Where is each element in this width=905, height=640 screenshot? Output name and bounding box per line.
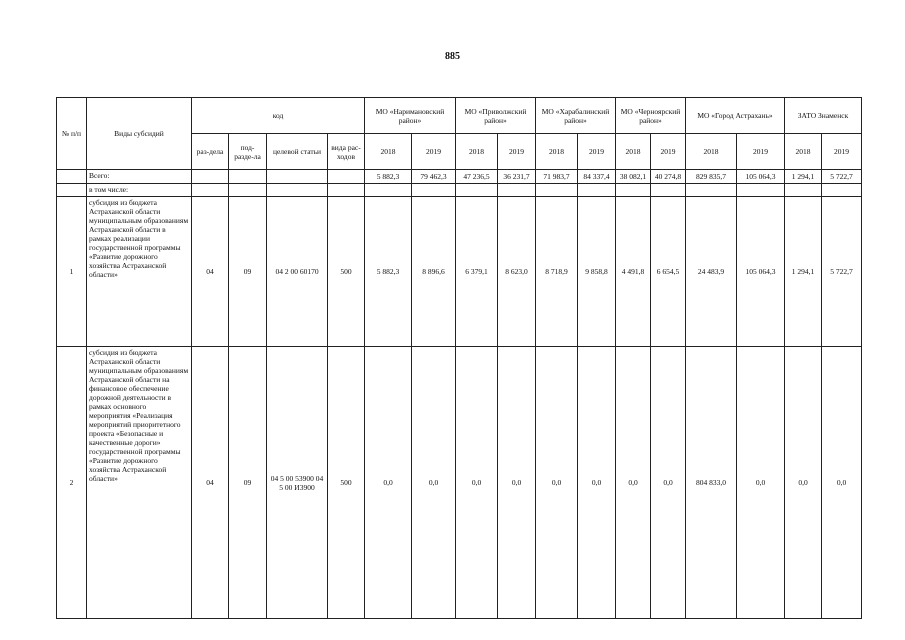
row-value: 6 379,1 — [456, 197, 498, 347]
header-group-0: МО «Наримановский район» — [365, 98, 456, 134]
including-empty — [365, 184, 412, 197]
total-value: 47 236,5 — [456, 170, 498, 184]
header-num: № п/п — [57, 98, 87, 170]
row-section: 04 — [192, 347, 229, 619]
year-2018: 2018 — [536, 134, 578, 170]
table-row — [57, 347, 862, 619]
row-value: 0,0 — [498, 347, 536, 619]
header-row-1 — [57, 98, 862, 134]
total-value: 38 082,1 — [616, 170, 651, 184]
header-target: целевой статьи — [267, 134, 328, 170]
including-empty — [737, 184, 785, 197]
year-2019: 2019 — [498, 134, 536, 170]
row-num: 2 — [57, 347, 87, 619]
page-number: 885 — [445, 51, 460, 62]
year-2018: 2018 — [785, 134, 822, 170]
row-value: 5 882,3 — [365, 197, 412, 347]
year-2018: 2018 — [686, 134, 737, 170]
total-value: 71 983,7 — [536, 170, 578, 184]
including-empty — [651, 184, 686, 197]
row-type: субсидия из бюджета Астраханской области муниципальным образованиям Астраханской области на финансовое обеспечение дорожной деятельности в рамках основного мероприятия «Реализация мероприятий приоритетного проекта «Безопасные и качественные дороги» государственной программы «Развитие дорожного хозяйства Астраханской области» — [87, 347, 192, 619]
row-value: 6 654,5 — [651, 197, 686, 347]
row-value: 0,0 — [536, 347, 578, 619]
including-empty — [686, 184, 737, 197]
header-group-3: МО «Черноярский район» — [616, 98, 686, 134]
including-empty — [498, 184, 536, 197]
including-empty — [267, 184, 328, 197]
year-2019: 2019 — [412, 134, 456, 170]
row-value: 0,0 — [785, 347, 822, 619]
year-2019: 2019 — [737, 134, 785, 170]
header-expense: вида рас-ходов — [328, 134, 365, 170]
including-empty — [536, 184, 578, 197]
row-subsection: 09 — [229, 347, 267, 619]
row-value: 0,0 — [412, 347, 456, 619]
row-value: 1 294,1 — [785, 197, 822, 347]
row-value: 9 858,8 — [578, 197, 616, 347]
header-type: Виды субсидий — [87, 98, 192, 170]
total-empty — [192, 170, 229, 184]
total-empty — [328, 170, 365, 184]
row-section: 04 — [192, 197, 229, 347]
row-num: 1 — [57, 197, 87, 347]
header-group-2: МО «Харабалинский район» — [536, 98, 616, 134]
row-value: 804 833,0 — [686, 347, 737, 619]
including-empty — [412, 184, 456, 197]
row-value: 5 722,7 — [822, 197, 862, 347]
total-value: 5 882,3 — [365, 170, 412, 184]
including-empty — [785, 184, 822, 197]
subsidy-table-wrapper — [56, 97, 862, 619]
row-value: 0,0 — [651, 347, 686, 619]
header-group-4: МО «Город Астрахань» — [686, 98, 785, 134]
total-value: 36 231,7 — [498, 170, 536, 184]
including-empty — [192, 184, 229, 197]
year-2018: 2018 — [456, 134, 498, 170]
year-2019: 2019 — [822, 134, 862, 170]
including-empty — [616, 184, 651, 197]
header-code: код — [192, 98, 365, 134]
row-value: 0,0 — [822, 347, 862, 619]
row-value: 0,0 — [616, 347, 651, 619]
header-group-1: МО «Приволжский район» — [456, 98, 536, 134]
including-label: в том числе: — [87, 184, 192, 197]
row-target: 04 2 00 60170 — [267, 197, 328, 347]
total-num — [57, 170, 87, 184]
total-empty — [229, 170, 267, 184]
year-2018: 2018 — [365, 134, 412, 170]
year-2018: 2018 — [616, 134, 651, 170]
subsidy-table — [56, 97, 862, 619]
total-value: 79 462,3 — [412, 170, 456, 184]
year-2019: 2019 — [578, 134, 616, 170]
row-value: 0,0 — [365, 347, 412, 619]
row-value: 0,0 — [456, 347, 498, 619]
header-subsection: под-разде-ла — [229, 134, 267, 170]
row-value: 8 718,9 — [536, 197, 578, 347]
row-value: 24 483,9 — [686, 197, 737, 347]
including-empty — [822, 184, 862, 197]
row-expense: 500 — [328, 197, 365, 347]
including-empty — [456, 184, 498, 197]
total-value: 84 337,4 — [578, 170, 616, 184]
total-value: 1 294,1 — [785, 170, 822, 184]
including-empty — [229, 184, 267, 197]
including-empty — [328, 184, 365, 197]
including-empty — [57, 184, 87, 197]
total-value: 40 274,8 — [651, 170, 686, 184]
row-target: 04 5 00 53900 04 5 00 И3900 — [267, 347, 328, 619]
row-value: 0,0 — [737, 347, 785, 619]
row-value: 0,0 — [578, 347, 616, 619]
total-label: Всего: — [87, 170, 192, 184]
total-value: 829 835,7 — [686, 170, 737, 184]
table-row — [57, 197, 862, 347]
year-2019: 2019 — [651, 134, 686, 170]
row-value: 105 064,3 — [737, 197, 785, 347]
row-value: 8 623,0 — [498, 197, 536, 347]
row-expense: 500 — [328, 347, 365, 619]
including-empty — [578, 184, 616, 197]
total-value: 5 722,7 — [822, 170, 862, 184]
row-value: 8 896,6 — [412, 197, 456, 347]
including-row — [57, 184, 862, 197]
row-subsection: 09 — [229, 197, 267, 347]
header-section: раз-дела — [192, 134, 229, 170]
row-value: 4 491,8 — [616, 197, 651, 347]
row-type: субсидия из бюджета Астраханской области муниципальным образованиям Астраханской области в рамках реализации государственной программы «Развитие дорожного хозяйства Астраханской области» — [87, 197, 192, 347]
total-value: 105 064,3 — [737, 170, 785, 184]
total-row — [57, 170, 862, 184]
total-empty — [267, 170, 328, 184]
header-group-5: ЗАТО Знаменск — [785, 98, 862, 134]
